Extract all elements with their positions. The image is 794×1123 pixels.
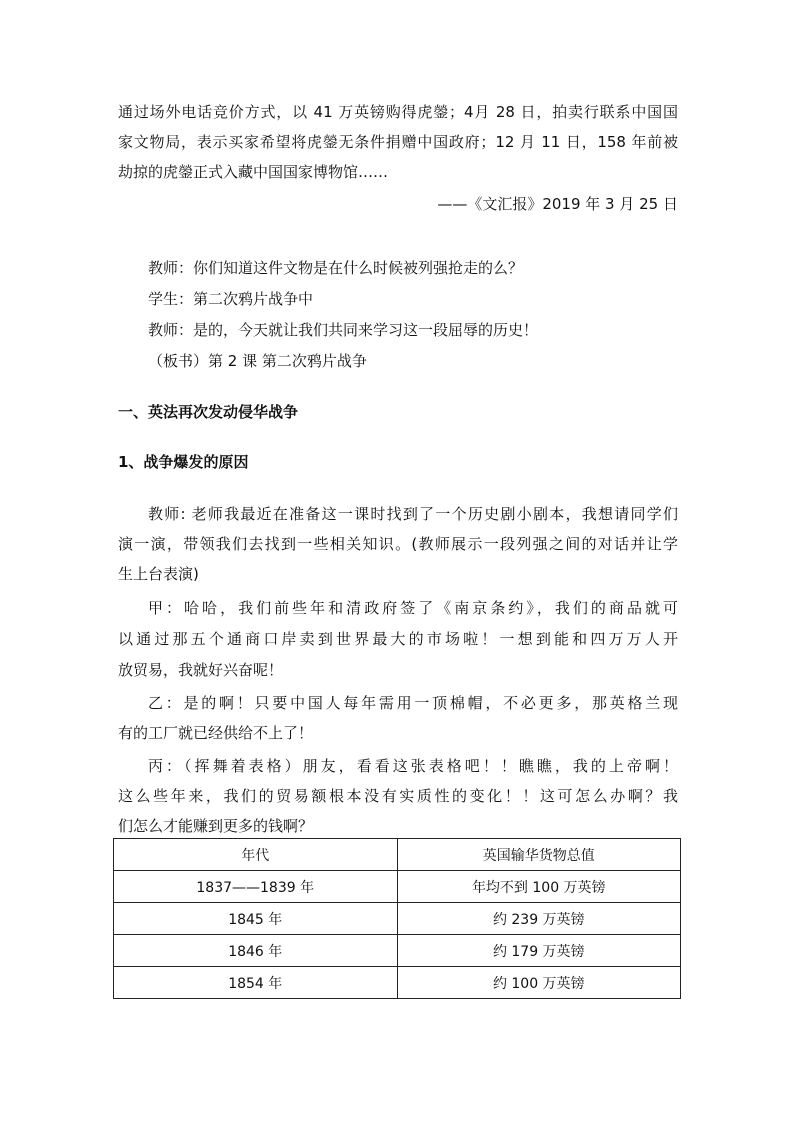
teacher-intro-line-1: 教师: 老师我最近在准备这一课时找到了一个历史剧小剧本，我想请同学们 bbox=[148, 505, 678, 523]
table-cell-year: 1837——1839 年 bbox=[114, 871, 398, 903]
teacher-intro-line-3: 生上台表演) bbox=[118, 565, 199, 583]
script-line-6: 丙：（挥舞着表格）朋友，看看这张表格吧！！瞧瞧，我的上帝啊！ bbox=[148, 757, 678, 775]
dialogue-line-1: 教师：你们知道这件文物是在什么时候被列强抢走的么？ bbox=[148, 259, 524, 277]
table-cell-value: 约 239 万英镑 bbox=[397, 903, 681, 935]
dialogue-line-2: 学生：第二次鸦片战争中 bbox=[148, 290, 314, 308]
table-cell-value: 约 100 万英镑 bbox=[397, 967, 681, 999]
script-line-8: 们怎么才能赚到更多的钱啊？ bbox=[118, 817, 314, 835]
script-line-4: 乙：是的啊！只要中国人每年需用一顶棉帽，不必更多，那英格兰现 bbox=[148, 694, 678, 712]
board-title: （板书）第 2 课 第二次鸦片战争 bbox=[148, 352, 367, 370]
table-header-value: 英国输华货物总值 bbox=[397, 839, 681, 871]
script-line-7: 这么些年来，我们的贸易额根本没有实质性的变化！！这可怎么办啊？我 bbox=[118, 787, 678, 805]
table-cell-year: 1846 年 bbox=[114, 935, 398, 967]
teacher-intro-line-2: 演一演，带领我们去找到一些相关知识。(教师展示一段列强之间的对话并让学 bbox=[118, 535, 678, 553]
table-cell-year: 1845 年 bbox=[114, 903, 398, 935]
table-cell-year: 1854 年 bbox=[114, 967, 398, 999]
dialogue-line-3: 教师：是的，今天就让我们共同来学习这一段屈辱的历史！ bbox=[148, 321, 539, 339]
subsection-heading: 1、战争爆发的原因 bbox=[118, 453, 249, 471]
table-row bbox=[114, 935, 681, 967]
table-row bbox=[114, 967, 681, 999]
table-row bbox=[114, 871, 681, 903]
table-header-row bbox=[114, 839, 681, 871]
trade-table bbox=[113, 838, 681, 999]
quote-source: ——《文汇报》2019 年 3 月 25 日 bbox=[437, 195, 678, 213]
script-line-3: 放贸易，我就好兴奋呢！ bbox=[118, 661, 284, 679]
quote-line-1: 通过场外电话竞价方式，以 41 万英镑购得虎鎣；4月 28 日，拍卖行联系中国国 bbox=[118, 103, 678, 121]
quote-line-3: 劫掠的虎鎣正式入藏中国国家博物馆…… bbox=[118, 163, 389, 181]
table-cell-value: 年均不到 100 万英镑 bbox=[397, 871, 681, 903]
quote-line-2: 家文物局，表示买家希望将虎鎣无条件捐赠中国政府；12 月 11 日，158 年前被 bbox=[118, 133, 678, 151]
table-header-year: 年代 bbox=[114, 839, 398, 871]
table-row bbox=[114, 903, 681, 935]
section-heading: 一、英法再次发动侵华战争 bbox=[118, 403, 299, 421]
script-line-1: 甲：哈哈，我们前些年和清政府签了《南京条约》，我们的商品就可 bbox=[148, 599, 678, 617]
script-line-2: 以通过那五个通商口岸卖到世界最大的市场啦！一想到能和四万万人开 bbox=[118, 630, 678, 648]
table-cell-value: 约 179 万英镑 bbox=[397, 935, 681, 967]
script-line-5: 有的工厂就已经供给不上了！ bbox=[118, 724, 314, 742]
